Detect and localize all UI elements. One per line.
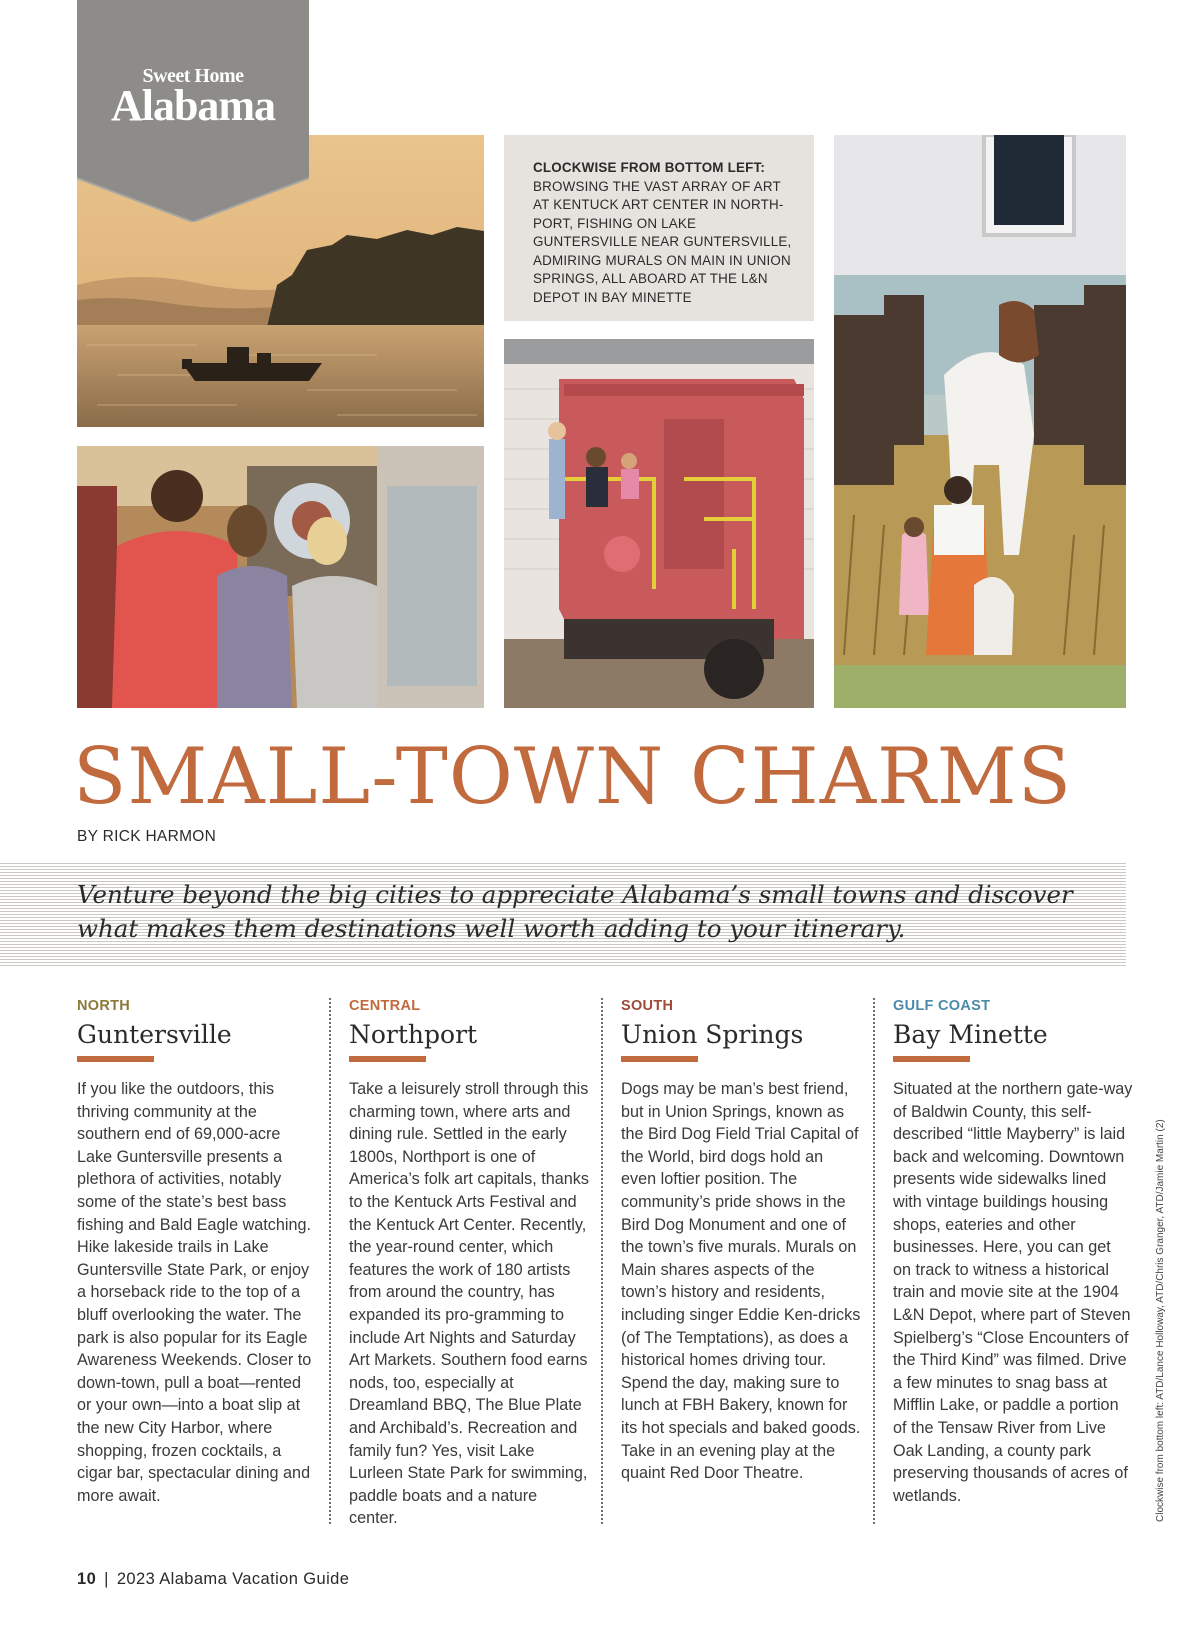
column-northport (349, 998, 589, 1530)
column-divider (329, 998, 331, 1524)
column-body: If you like the outdoors, this thriving community at the southern end of 69,000-acre Lake Guntersville presents a plethora of activities, notably some of the state’s best bass fishing and Bald Eagle watching. Hike lakeside trails in Lake Guntersville State Park, or enjoy a horseback ride to the top of a bluff overlooking the water. The park is also popular for its Eagle Awareness Weekends. Closer to down-town, pull a boat—rented or your own—into a boat slip at the new City Harbor, where shopping, frozen cocktails, a cigar bar, spectacular dining and more await. (77, 1080, 312, 1505)
column-guntersville (77, 998, 317, 1507)
column-union-springs (621, 998, 861, 1485)
page-number: 10 (77, 1570, 97, 1588)
article-deck: Venture beyond the big cities to appreciate Alabama’s small towns and discover what makes them destinations well worth adding to your itinerary. (77, 880, 1073, 943)
accent-rule (893, 1056, 970, 1062)
art-shop-photo (77, 446, 484, 708)
town-name: Bay Minette (893, 1020, 1048, 1049)
logo-line-1: Sweet Home (142, 65, 244, 87)
town-name: Northport (349, 1020, 478, 1049)
column-divider (873, 998, 875, 1524)
photo-caption (504, 135, 814, 321)
accent-rule (621, 1056, 698, 1062)
logo-line-2: Alabama (110, 81, 276, 130)
byline: BY RICK HARMON (77, 828, 217, 845)
footer-separator: | (104, 1570, 109, 1588)
article-title: SMALL-TOWN CHARMS (73, 732, 1073, 822)
caption-heading: CLOCKWISE FROM BOTTOM LEFT: (533, 160, 766, 175)
region-label: SOUTH (621, 998, 674, 1014)
column-divider (601, 998, 603, 1524)
column-bay-minette (893, 998, 1133, 1507)
logo-banner (77, 0, 309, 222)
accent-rule (77, 1056, 154, 1062)
accent-rule (349, 1056, 426, 1062)
column-body: Take a leisurely stroll through this charming town, where arts and dining rule. Settled in the early 1800s, Northport is one of America’s folk art capitals, thanks to the Kentuck Arts Festival and the Kentuck Art Center. Recently, the year-round center, which features the work of 180 artists from around the country, has expanded its pro-gramming to include Art Nights and Saturday Art Markets. Southern food earns nods, too, especially at Dreamland BBQ, The Blue Plate and Archibald’s. Recreation and family fun? Yes, visit Lake Lurleen State Park for swimming, paddle boats and a nature center. (349, 1080, 589, 1528)
region-label: GULF COAST (893, 998, 991, 1014)
column-body: Situated at the northern gate-way of Baldwin County, this self-described “little Mayberry” is laid back and welcoming. Downtown presents wide sidewalks lined with vintage buildings housing shops, eateries and other businesses. Here, you can get on track to witness a historical train and movie site at the 1904 L&N Depot, where part of Steven Spielberg’s “Close Encounters of the Third Kind” was filmed. Drive a few minutes to snag bass at Mifflin Lake, or paddle a portion of the Tensaw River from Live Oak Landing, a county park preserving thousands of acres of wetlands. (893, 1080, 1133, 1505)
region-label: NORTH (77, 998, 131, 1014)
region-label: CENTRAL (349, 998, 421, 1014)
page-footer (77, 1570, 349, 1589)
photo-credit: Clockwise from bottom left: ATD/Lance Holloway, ATD/Chris Granger, ATD/Jamie Martin (2) (1155, 1119, 1166, 1522)
town-name: Guntersville (77, 1020, 232, 1049)
town-name: Union Springs (621, 1020, 804, 1049)
caboose-photo (504, 339, 814, 708)
caption-text: BROWSING THE VAST ARRAY OF ART AT KENTUCK ART CENTER IN NORTH-PORT, FISHING ON LAKE GUNTERSVILLE NEAR GUNTERSVILLE, ADMIRING MURALS ON MAIN IN UNION SPRINGS, ALL ABOARD AT THE L&N DEPOT IN BAY MINETTE (533, 178, 792, 305)
mural-photo (834, 135, 1126, 708)
column-body: Dogs may be man’s best friend, but in Union Springs, known as the Bird Dog Field Trial Capital of the World, bird dogs hold an even loftier position. The community’s pride shows in the Bird Dog Monument and one of the town’s five murals. Murals on Main shares aspects of the town’s history and residents, including singer Eddie Ken-dricks (of The Temptations), as does a historical homes driving tour. Spend the day, making sure to lunch at FBH Bakery, known for its hot specials and baked goods. Take in an evening play at the quaint Red Door Theatre. (621, 1080, 861, 1483)
publication-name: 2023 Alabama Vacation Guide (116, 1570, 350, 1588)
